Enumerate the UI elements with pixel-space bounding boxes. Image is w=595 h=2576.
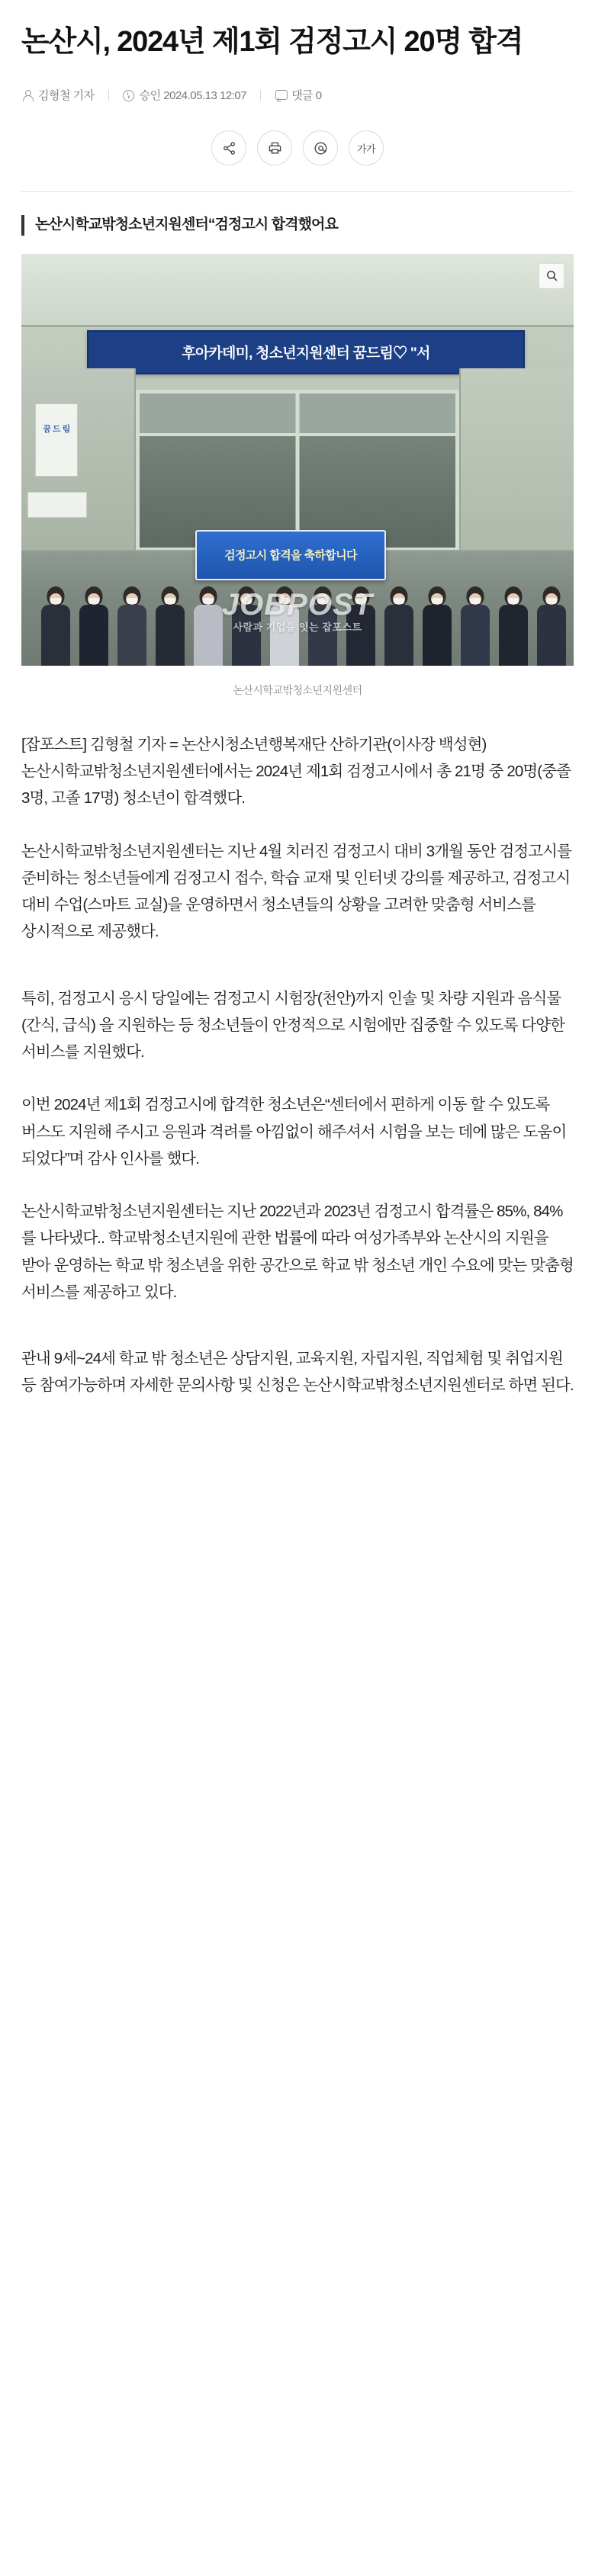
share-toolbar — [21, 130, 574, 165]
mail-icon — [314, 141, 328, 156]
comment-count: 댓글 0 — [291, 89, 322, 103]
magnifier-icon — [545, 269, 558, 282]
photo-upper-band — [21, 254, 574, 327]
photo-side-sign: 꿈 드 림 — [35, 403, 78, 477]
email-button[interactable] — [303, 130, 338, 165]
print-button[interactable] — [257, 130, 292, 165]
text-size-icon: 가가 — [356, 143, 376, 155]
subhead-bar — [21, 215, 24, 236]
byline — [21, 87, 574, 103]
article-paragraph: 논산시학교밖청소년지원센터는 지난 4월 치러진 검정고시 대비 3개월 동안 검정고시를 준비하는 청소년들에게 검정고시 접수, 학습 교재 및 인터넷 강의를 제공하고, 검정고시 대비 수업(스마트 교실)을 운영하면서 청소년들의 상황을 고려한 맞춤형 서비스를 상시적으로 제공했다. — [21, 842, 571, 941]
subhead-text: 논산시학교밖청소년지원센터“검정고시 합격했어요 — [35, 217, 338, 233]
divider — [21, 191, 574, 192]
printer-icon — [268, 141, 282, 156]
photo-watermark — [222, 588, 373, 634]
clock-icon — [123, 89, 134, 101]
image-zoom-button[interactable] — [539, 263, 564, 289]
photo-congrats-text: 검정고시 합격을 축하합니다 — [224, 549, 357, 563]
publish-date: 승인 2024.05.13 12:07 — [139, 89, 247, 103]
byline-date — [123, 87, 246, 103]
watermark-subtext: 사람과 기업을 잇는 잡포스트 — [233, 621, 362, 633]
article-paragraph: 특히, 검정고시 응시 당일에는 검정고시 시험장(천안)까지 인솔 및 차량 지원과 음식물(간식, 급식) 을 지원하는 등 청소년들이 안정적으로 시험에만 집중할 수 있도록 다양한 서비스를 지원했다. — [21, 989, 565, 1061]
photo-banner-text: 후아카데미, 청소년지원센터 꿈드림♡ "서 — [87, 330, 525, 374]
article-paragraph: [잡포스트] 김형철 기자 = 논산시청소년행복재단 산하기관(이사장 백성현) 논산시학교밖청소년지원센터에서는 2024년 제1회 검정고시에서 총 21명 중 20명(중졸 3명, 고졸 17명) 청소년이 합격했다. — [21, 735, 571, 808]
person-icon — [21, 89, 33, 101]
byline-comments[interactable] — [275, 87, 322, 103]
article-paragraph: 논산시학교밖청소년지원센터는 지난 2022년과 2023년 검정고시 합격률은 85%, 84%를 나타냈다.. 학교밖청소년지원에 관한 법률에 따라 여성가족부와 논산시의 지원을 받아 운영하는 학교 밖 청소년을 위한 공간으로 학교 밖 청소년 개인 수요에 맞는 맞춤형 서비스를 제공하고 있다. — [21, 1203, 574, 1301]
share-icon — [222, 141, 236, 156]
article-body — [21, 731, 574, 1399]
author-name: 김형철 기자 — [38, 89, 95, 103]
page-title: 논산시, 2024년 제1회 검정고시 20명 합격 — [21, 26, 523, 58]
photo-caption: 논산시학교밖청소년지원센터 — [233, 683, 362, 696]
watermark-text: JOBPOST — [221, 587, 374, 622]
article-paragraph: 이번 2024년 제1회 검정고시에 합격한 청소년은“센터에서 편하게 이동 할 수 있도록 버스도 지원해 주시고 응원과 격려를 아낌없이 해주셔서 시험을 보는 데에 많은 도움이 되었다”며 감사 인사를 했다. — [21, 1096, 567, 1168]
article-photo — [21, 254, 574, 666]
byline-divider — [108, 90, 109, 101]
font-size-button[interactable] — [349, 130, 384, 165]
byline-author — [21, 87, 95, 103]
comment-icon — [275, 89, 286, 101]
article-subhead — [21, 215, 574, 236]
byline-divider-2 — [260, 90, 261, 101]
photo-congrats-banner — [195, 530, 386, 580]
article-paragraph: 관내 9세~24세 학교 밖 청소년은 상담지원, 교육지원, 자립지원, 직업체험 및 취업지원 등 참여가능하며 자세한 문의사항 및 신청은 논산시학교밖청소년지원센터로 하면 된다. — [21, 1350, 574, 1395]
article-figure — [21, 254, 574, 698]
share-button[interactable] — [211, 130, 246, 165]
